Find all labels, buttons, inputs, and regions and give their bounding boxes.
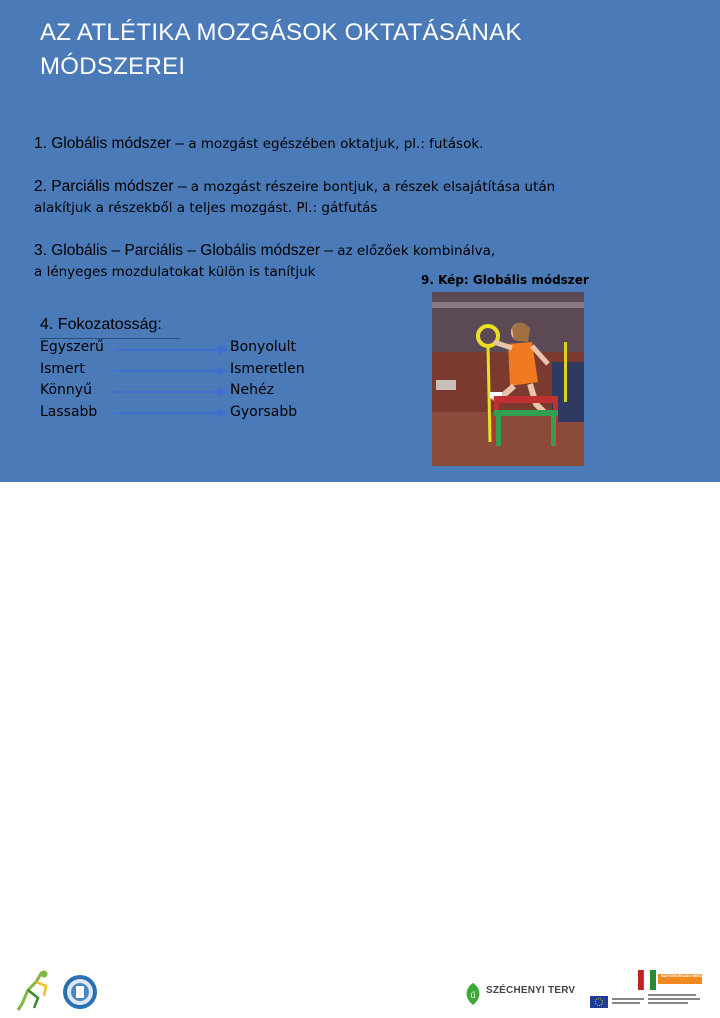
slide-title	[40, 16, 680, 84]
method-3-lead: 3. Globális – Parciális – Globális módszer –	[34, 242, 338, 259]
gradation-to-item: Gyorsabb	[230, 403, 298, 420]
szechenyi-label: SZÉCHENYI TERV	[486, 985, 576, 996]
method-2-lead: 2. Parciális módszer –	[34, 178, 191, 195]
title-line-1: AZ ATLÉTIKA MOZGÁSOK OKTATÁSÁNAK	[40, 19, 522, 46]
method-1-text: a mozgást egészében oktatjuk, pl.: futások.	[188, 136, 484, 152]
method-2-text: a mozgást részeire bontjuk, a részek elsajátítása után	[190, 179, 556, 195]
nff-tagline: MAGYARORSZÁG MEGÚJUL	[660, 974, 710, 978]
gradation-from-item: Egyszerű	[40, 339, 104, 355]
szechenyi-leaf-icon	[462, 982, 484, 1006]
method-3-text-cont: a lényeges mozdulatokat külön is tanítjuk	[34, 264, 316, 280]
gradation-to-item: Nehéz	[230, 382, 274, 398]
gradation-arrows	[112, 340, 230, 422]
gradation-to-list	[230, 337, 305, 423]
university-seal-icon	[62, 974, 98, 1010]
title-line-2: MÓDSZEREI	[40, 53, 186, 80]
athletics-figure-logo	[14, 968, 54, 1014]
method-1-lead: 1. Globális módszer –	[34, 135, 189, 152]
gradation-from-item: Lassabb	[40, 403, 98, 420]
gradation-from-item: Ismert	[40, 360, 85, 377]
hurdle-photo	[432, 292, 584, 466]
method-3	[34, 240, 495, 262]
svg-text:ű: ű	[470, 990, 476, 1000]
method-2-text-cont: alakítjuk a részekből a teljes mozgást. Pl.: gátfutás	[34, 200, 378, 216]
gradation-from-item: Könnyű	[40, 382, 92, 398]
gradation-heading: 4. Fokozatosság:	[40, 316, 162, 333]
gradation-to-item: Bonyolult	[230, 339, 297, 355]
photo-caption: 9. Kép: Globális módszer	[421, 273, 589, 287]
method-1	[34, 133, 483, 155]
method-2	[34, 176, 555, 198]
gradation-from-list	[40, 337, 104, 423]
gradation-to-item: Ismeretlen	[230, 360, 305, 377]
footer	[0, 482, 720, 1000]
method-3-text: az előzőek kombinálva,	[337, 243, 496, 259]
slide-body	[0, 0, 720, 482]
